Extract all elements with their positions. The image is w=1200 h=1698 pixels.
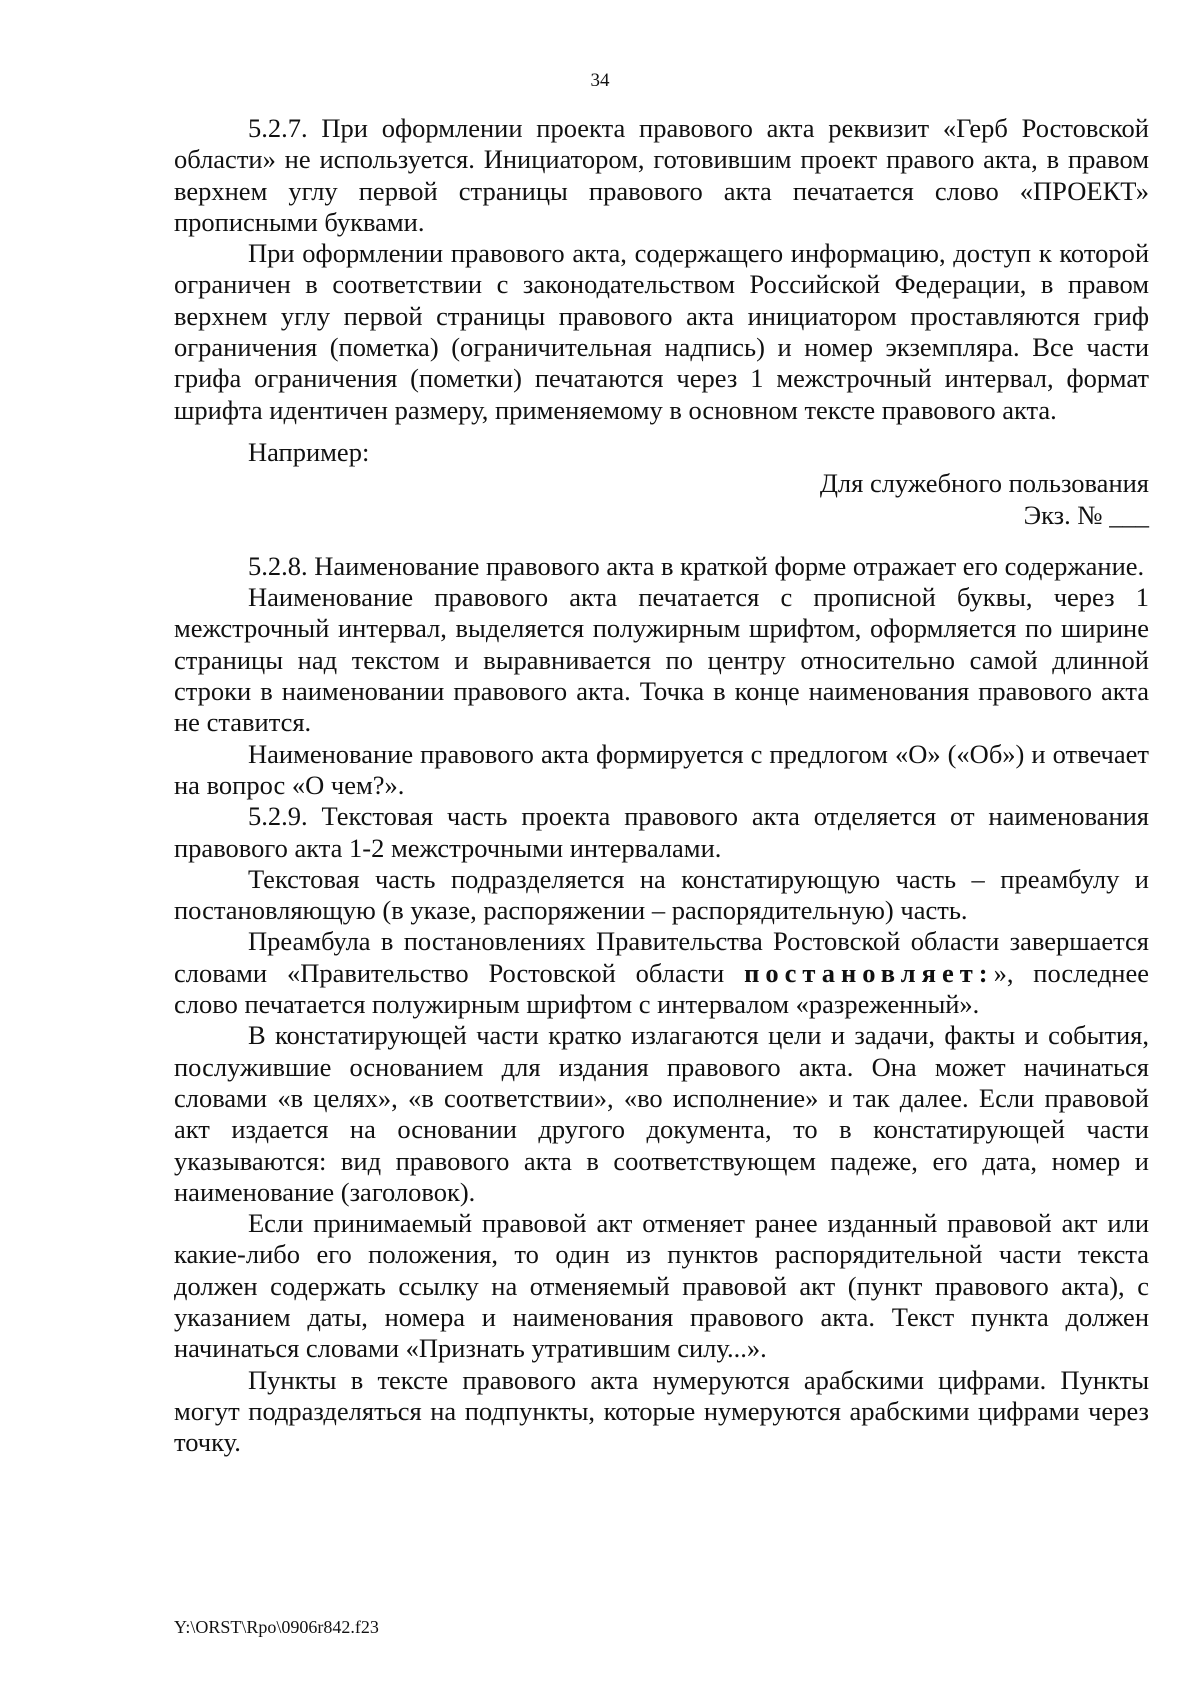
preamble-bold-word: постановляет: xyxy=(744,957,994,988)
paragraph-text-parts: Текстовая часть подразделяется на констатирующую часть – преамбулу и постановляющую (в указе, распоряжении – распорядительную) часть. xyxy=(174,863,1149,926)
paragraph-stating-part: В констатирующей части кратко излагаются цели и задачи, факты и события, послужившие основанием для издания правового акта. Она может начинаться словами «в целях», «в соответствии», «во исполнение» и так далее. Если правовой акт издается на основании другого документа, то в констатирующей части указываются: вид правового акта в соответствующем падеже, его дата, номер и наименование (заголовок). xyxy=(174,1020,1149,1207)
restriction-stamp-line-2: Экз. № ___ xyxy=(1023,499,1149,530)
paragraph-repeal: Если принимаемый правовой акт отменяет ранее изданный правовой акт или какие-либо его положения, то один из пунктов распорядительной части текста должен содержать ссылку на отменяемый правовой акт (пункт правового акта), с указанием даты, номера и наименования правового акта. Текст пункта должен начинаться словами «Признать утратившим силу...». xyxy=(174,1208,1149,1364)
paragraph-5-2-8: 5.2.8. Наименование правового акта в краткой форме отражает его содержание. xyxy=(248,550,1145,581)
paragraph-restricted-info: При оформлении правового акта, содержащего информацию, доступ к которой ограничен в соответствии с законодательством Российской Федерации, в правом верхнем углу первой страницы правового акта инициатором проставляются гриф ограничения (пометка) (ограничительная надпись) и номер экземпляра. Все части грифа ограничения (пометки) печатаются через 1 межстрочный интервал, формат шрифта идентичен размеру, применяемому в основном тексте правового акта. xyxy=(174,238,1149,425)
restriction-stamp-line-1: Для служебного пользования xyxy=(819,468,1149,499)
paragraph-preamble xyxy=(174,926,1149,1020)
document-body xyxy=(174,113,1149,1458)
footer-file-path: Y:\ORST\Rpo\0906r842.f23 xyxy=(174,1617,379,1637)
preamble-text-start: Преамбула в постановлениях Правительства Ростовской области завершается словами «Правительство Ростовской области xyxy=(174,926,1149,988)
paragraph-numbering: Пункты в тексте правового акта нумеруются арабскими цифрами. Пункты могут подразделяться на подпункты, которые нумеруются арабскими цифрами через точку. xyxy=(174,1364,1149,1458)
preamble-text-end: », последнее слово печатается полужирным шрифтом с интервалом «разреженный». xyxy=(174,957,1149,1020)
paragraph-5-2-7: 5.2.7. При оформлении проекта правового акта реквизит «Герб Ростовской области» не используется. Инициатором, готовившим проект правого акта, в правом верхнем углу первой страницы правового акта печатается слово «ПРОЕКТ» прописными буквами. xyxy=(174,113,1149,237)
paragraph-5-2-9: 5.2.9. Текстовая часть проекта правового акта отделяется от наименования правового акта 1-2 межстрочными интервалами. xyxy=(174,801,1149,863)
page-number: 34 xyxy=(590,70,610,91)
example-label: Например: xyxy=(248,436,370,467)
paragraph-name-preposition: Наименование правового акта формируется с предлогом «О» («Об») и отвечает на вопрос «О чем?». xyxy=(174,738,1149,800)
paragraph-name-format: Наименование правового акта печатается с прописной буквы, через 1 межстрочный интервал, выделяется полужирным шрифтом, оформляется по ширине страницы над текстом и выравнивается по центру относительно самой длинной строки в наименовании правового акта. Точка в конце наименования правового акта не ставится. xyxy=(174,582,1149,738)
